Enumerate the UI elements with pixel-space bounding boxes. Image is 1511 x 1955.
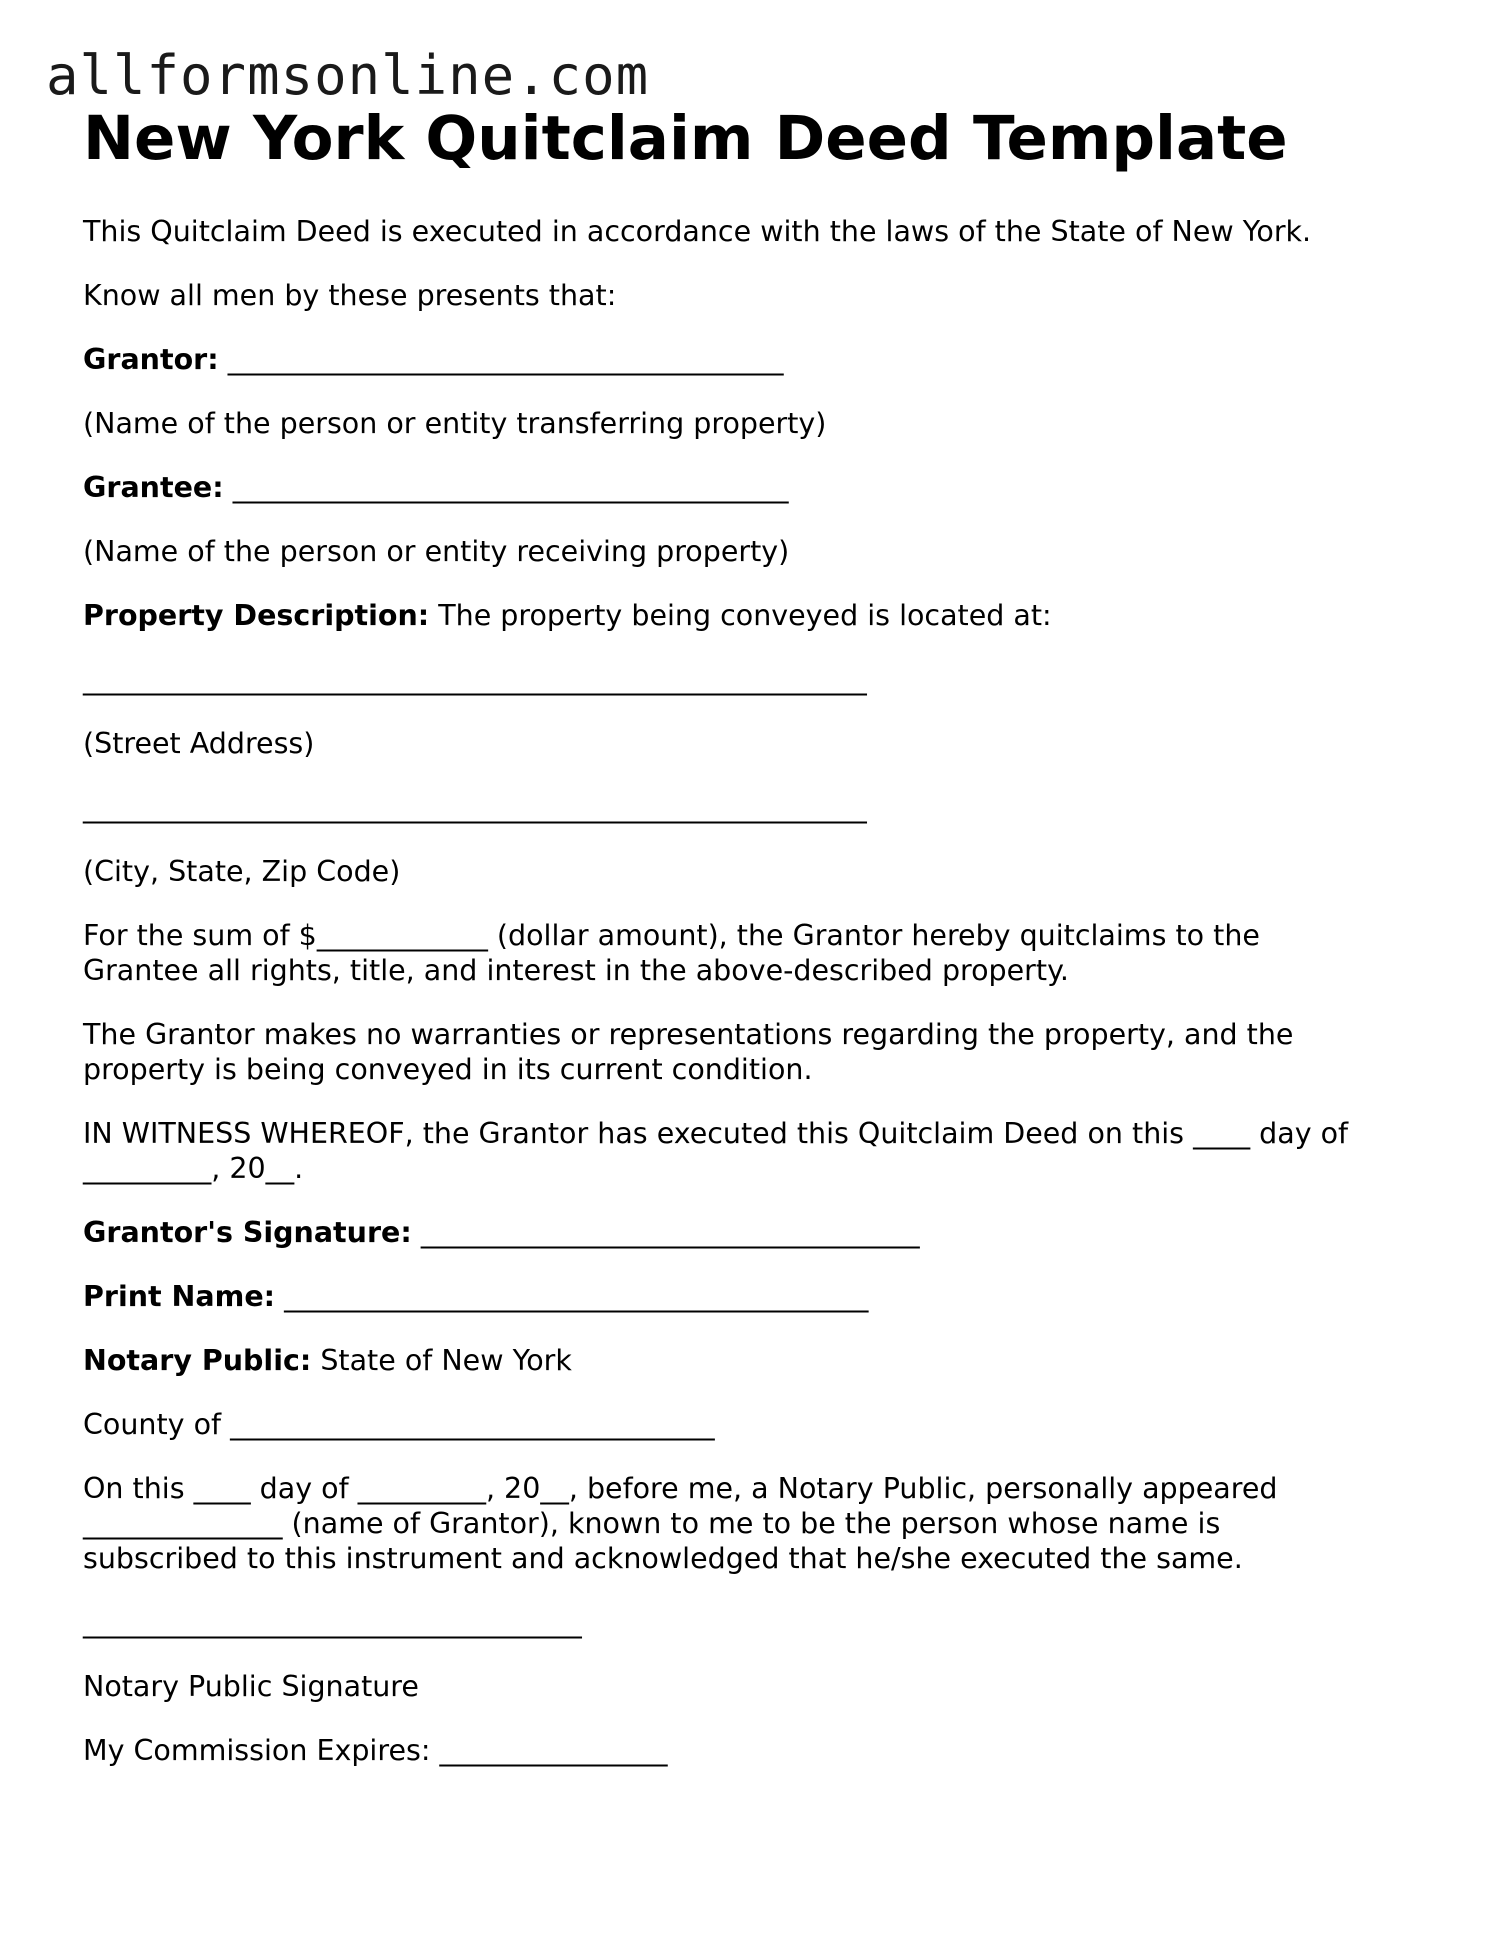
grantor-signature-blank[interactable]: ___________________________________ — [420, 1216, 920, 1249]
grantee-label: Grantee: — [83, 471, 224, 504]
property-label: Property Description: — [83, 599, 430, 632]
street-address-blank[interactable]: _______________________________________________________ — [83, 663, 867, 696]
warranty-paragraph — [83, 1017, 1423, 1087]
notary-state: State of New York — [320, 1344, 572, 1377]
city-state-zip-label: (City, State, Zip Code) — [83, 855, 401, 888]
deed-document — [83, 100, 1423, 1768]
commission-expires-field[interactable] — [83, 1733, 1423, 1768]
consideration-line: Grantee all rights, title, and interest in the above-described property. — [83, 954, 1069, 987]
acknowledgment-line: On this ____ day of _________, 20__, before me, a Notary Public, personally appeared — [83, 1472, 1278, 1505]
witness-line: IN WITNESS WHEREOF, the Grantor has executed this Quitclaim Deed on this ____ day of — [83, 1117, 1349, 1150]
grantee-note: (Name of the person or entity receiving property) — [83, 535, 790, 568]
grantor-field[interactable] — [83, 342, 1423, 377]
page-title: New York Quitclaim Deed Template — [83, 103, 1288, 174]
grantee-field[interactable] — [83, 470, 1423, 505]
grantor-label: Grantor: — [83, 343, 219, 376]
witness-line: _________, 20__. — [83, 1152, 304, 1185]
print-name-field[interactable] — [83, 1279, 1423, 1314]
grantor-signature-field[interactable] — [83, 1215, 1423, 1250]
notary-label: Notary Public: — [83, 1344, 312, 1377]
property-text: The property being conveyed is located at: — [438, 599, 1052, 632]
street-address-label: (Street Address) — [83, 727, 315, 760]
notary-signature-label: Notary Public Signature — [83, 1670, 419, 1703]
notary-public-line — [83, 1343, 1423, 1378]
witness-paragraph — [83, 1116, 1423, 1186]
intro-text: This Quitclaim Deed is executed in accordance with the laws of the State of New York. — [83, 215, 1312, 248]
consideration-line: For the sum of $____________ (dollar amount), the Grantor hereby quitclaims to the — [83, 919, 1260, 952]
commission-label: My Commission Expires: — [83, 1734, 431, 1767]
county-label: County of — [83, 1408, 222, 1441]
warranty-line: The Grantor makes no warranties or representations regarding the property, and the — [83, 1018, 1294, 1051]
consideration-paragraph — [83, 918, 1423, 988]
acknowledgment-line: ______________ (name of Grantor), known to me to be the person whose name is — [83, 1507, 1221, 1540]
commission-blank[interactable]: ________________ — [439, 1734, 668, 1767]
grantee-blank[interactable]: _______________________________________ — [232, 471, 789, 504]
grantor-signature-label: Grantor's Signature: — [83, 1216, 412, 1249]
site-watermark: allformsonline.com — [46, 44, 650, 107]
notary-signature-blank[interactable]: ___________________________________ — [83, 1606, 582, 1639]
warranty-line: property is being conveyed in its current condition. — [83, 1053, 813, 1086]
acknowledgment-line: subscribed to this instrument and acknowledged that he/she executed the same. — [83, 1542, 1243, 1575]
print-name-blank[interactable]: _________________________________________ — [284, 1280, 869, 1313]
property-description — [83, 598, 1423, 633]
grantor-note: (Name of the person or entity transferring property) — [83, 407, 827, 440]
county-blank[interactable]: __________________________________ — [230, 1408, 715, 1441]
grantor-blank[interactable]: _______________________________________ — [227, 343, 784, 376]
county-field[interactable] — [83, 1407, 1423, 1442]
print-name-label: Print Name: — [83, 1280, 276, 1313]
know-all-text: Know all men by these presents that: — [83, 279, 617, 312]
acknowledgment-paragraph — [83, 1471, 1423, 1576]
city-state-zip-blank[interactable]: _______________________________________________________ — [83, 791, 867, 824]
